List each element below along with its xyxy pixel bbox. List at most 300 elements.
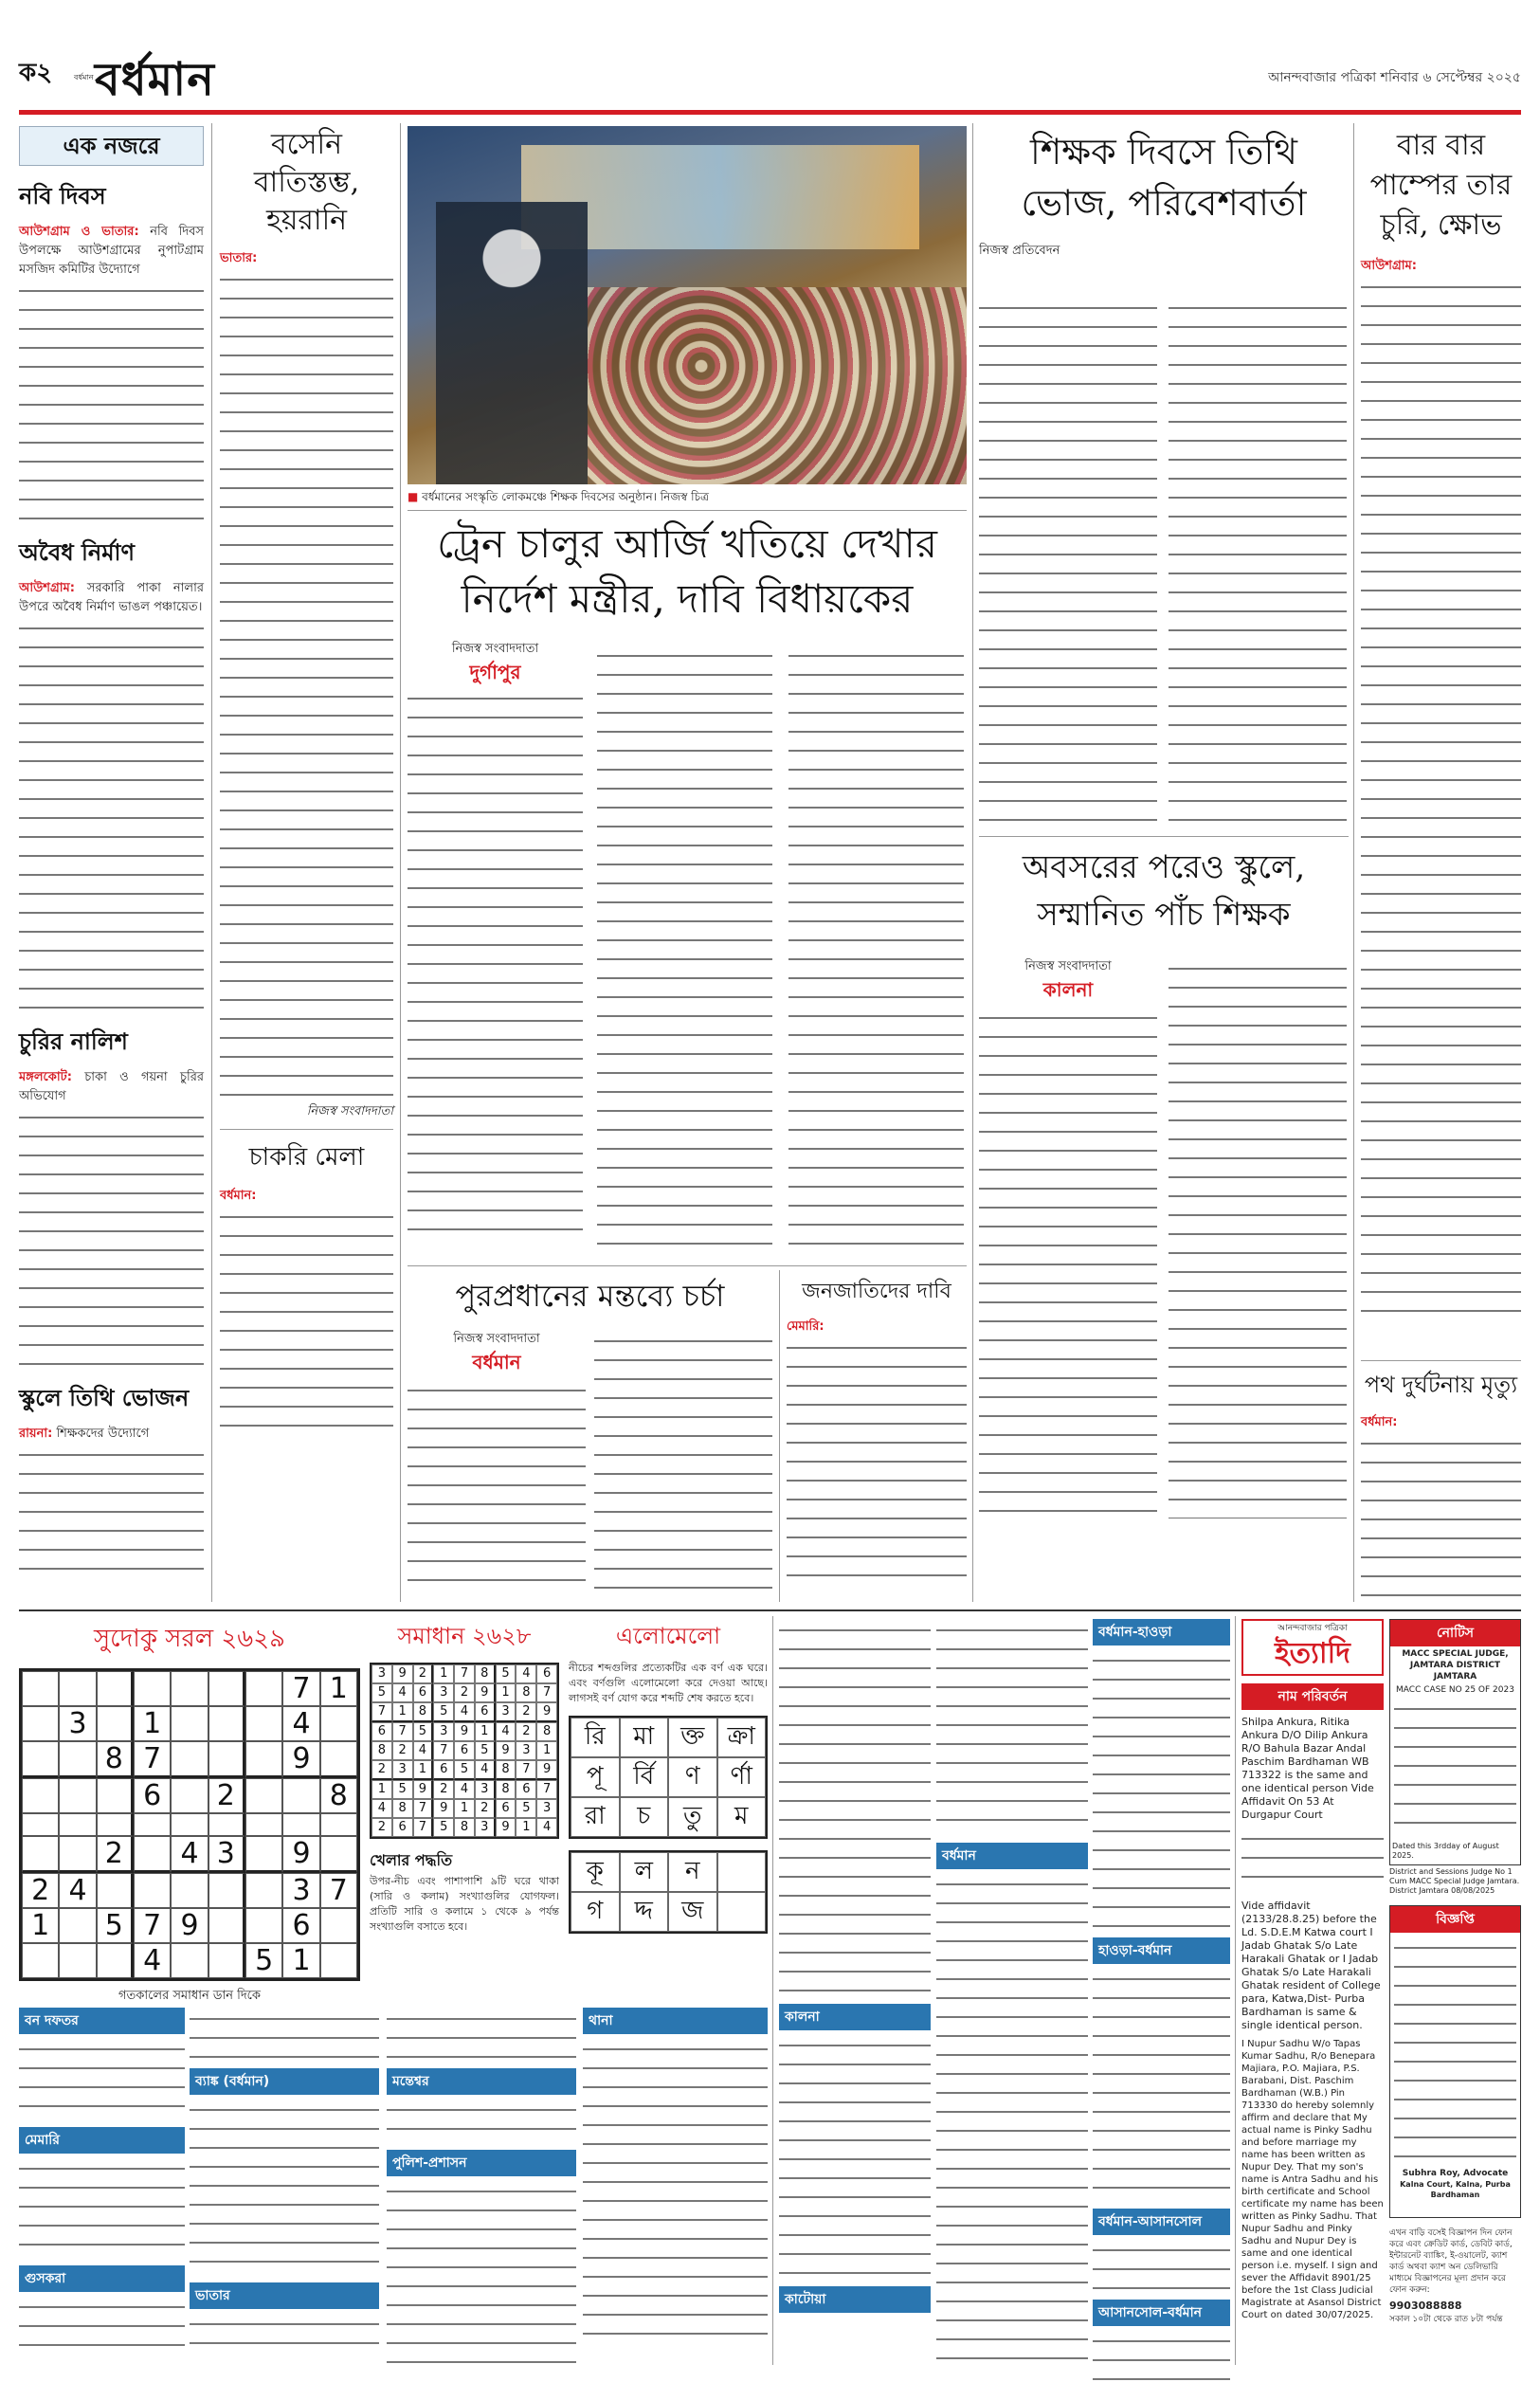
dir-a-lines-3 [19, 2157, 185, 2262]
solution-cell: 5 [516, 1799, 536, 1818]
dir-a-lines-1 [19, 2038, 185, 2123]
sudoku-cell [245, 1741, 282, 1778]
solution-cell: 9 [496, 1818, 516, 1837]
sudoku-cell [59, 1943, 96, 1978]
tribal-headline: জনজাতিদের দাবি [802, 1280, 951, 1303]
dir-b-lines-5 [190, 2313, 379, 2351]
dir-b-lines-2 [190, 2099, 379, 2279]
sudoku-cell: 3 [208, 1836, 245, 1873]
solution-cell: 3 [475, 1818, 496, 1837]
photo-caption [408, 487, 967, 506]
brief-lede-1: নবি দিবস উপলক্ষে আউশগ্রামের নুপাটগ্রাম মসজিদ কমিটির উদ্যোগে [19, 225, 204, 277]
notice-title: নোটিস [1390, 1620, 1520, 1646]
vigyapti-sign: Subhra Roy, Advocate [1402, 2169, 1509, 2178]
transport-1-head: কালনা [779, 2004, 931, 2030]
solution-cell: 5 [433, 1702, 454, 1722]
word-cell: র্বি [620, 1757, 669, 1797]
brief-title-2: অবৈধ নির্মাণ [19, 538, 136, 566]
word-cell: চ [620, 1797, 669, 1837]
solution-cell: 3 [496, 1702, 516, 1722]
sudoku-cell [208, 1706, 245, 1741]
word-cell: র্ণা [717, 1757, 767, 1797]
sudoku-cell: 4 [59, 1873, 96, 1908]
dir-b-lines-0 [190, 2008, 379, 2064]
sudoku-cell: 4 [171, 1836, 208, 1873]
brief-title-4: স্কুলে তিথি ভোজন [19, 1384, 190, 1411]
word-cell: ন [668, 1852, 717, 1892]
solution-cell: 3 [536, 1799, 557, 1818]
notice-lines [1394, 1698, 1516, 1840]
sudoku-cell: 2 [97, 1836, 134, 1873]
transport-3-head-4: আসানসোল-বর্ধমান [1093, 2300, 1230, 2326]
solution-cell: 9 [536, 1702, 557, 1722]
sudoku-cell [22, 1836, 59, 1873]
dir-c-lines-0 [387, 2008, 576, 2064]
sudoku-title: সুদোকু সরল ২৬২৯ [94, 1625, 285, 1653]
solution-cell: 8 [516, 1683, 536, 1702]
directory-d [583, 2008, 768, 2368]
sudoku-cell [22, 1778, 59, 1813]
sudoku-cell [59, 1778, 96, 1813]
solution-cell: 9 [454, 1722, 475, 1741]
train-headline: ট্রেন চালুর আর্জি খতিয়ে দেখার নির্দেশ মন্ত্রীর, দাবি বিধায়কের [437, 520, 937, 622]
transport-1-lines-b [779, 2034, 931, 2281]
sudoku-cell [208, 1741, 245, 1778]
solution-cell: 4 [475, 1760, 496, 1780]
sudoku-cell: 3 [282, 1873, 319, 1908]
sudoku-cell [245, 1836, 282, 1873]
sudoku-cell: 9 [282, 1741, 319, 1778]
sudoku-cell [22, 1671, 59, 1706]
sudoku-cell [171, 1873, 208, 1908]
solution-cell: 1 [413, 1760, 434, 1780]
brief-lines-1 [19, 280, 204, 526]
solution-cell: 4 [413, 1741, 434, 1760]
dir-d-lines-1 [583, 2038, 768, 2351]
notice-box [1389, 1619, 1521, 1865]
accident-lede [1361, 1413, 1521, 1432]
transport-1 [779, 1619, 931, 2368]
brief-lines-2 [19, 617, 204, 1015]
solution-cell: 3 [433, 1722, 454, 1741]
directory-c [387, 2008, 576, 2368]
solution-cell: 6 [475, 1702, 496, 1722]
sudoku-cell [22, 1741, 59, 1778]
solution-cell: 4 [496, 1722, 516, 1741]
pump-lede [1361, 257, 1521, 276]
retired-byline: নিজস্ব সংবাদদাতা [1024, 959, 1112, 973]
word-cell [717, 1892, 767, 1932]
brief-dateline-2: আউশগ্রাম: [19, 581, 75, 595]
solution-cell: 7 [413, 1799, 434, 1818]
solution-cell: 8 [454, 1818, 475, 1837]
transport-1-head-b: কাটোয়া [779, 2286, 931, 2313]
brief-lines-3 [19, 1106, 204, 1372]
pump-lines [1361, 276, 1521, 1318]
notice-date: Dated this 3rdday of August 2025. [1392, 1842, 1499, 1860]
rule-retired [979, 836, 1349, 837]
solution-cell: 6 [433, 1760, 454, 1780]
job-fair-headline: চাকরি মেলা [248, 1143, 365, 1172]
sudoku-cell [245, 1671, 282, 1706]
col-rule-4 [1353, 123, 1354, 1602]
transport-2-head: বর্ধমান [936, 1843, 1088, 1869]
solution-grid [370, 1663, 559, 1839]
solution-cell: 7 [536, 1780, 557, 1799]
col-rule-5 [779, 1270, 780, 1602]
brief-body-4 [19, 1425, 204, 1444]
sudoku-grid [19, 1668, 360, 1981]
train-byline-block [408, 640, 583, 690]
solution-cell: 7 [371, 1702, 392, 1722]
sudoku-cell [245, 1873, 282, 1908]
pump-headline: বার বার পাম্পের তার চুরি, ক্ষোভ [1369, 129, 1513, 242]
teacher-day-col-2 [1169, 297, 1347, 827]
sudoku-cell: 8 [320, 1778, 357, 1813]
sudoku-cell [97, 1778, 134, 1813]
pump-theft-story [1361, 126, 1521, 1349]
photo-speaker [436, 202, 588, 484]
word-cell: ক্রা [717, 1718, 767, 1757]
teacher-day-story [979, 126, 1349, 832]
word-cell: পূ [571, 1757, 620, 1797]
solution-cell: 6 [371, 1722, 392, 1741]
solution-cell: 9 [496, 1741, 516, 1760]
tribal-story [787, 1275, 967, 1602]
retired-col-1 [979, 1007, 1157, 1518]
sudoku-cell [171, 1741, 208, 1778]
municipal-byline-block [408, 1330, 586, 1380]
sudoku-cell [245, 1706, 282, 1741]
transport-1-lines-a [779, 1619, 931, 1998]
col-rule-1 [211, 123, 212, 1602]
solution-cell: 8 [496, 1780, 516, 1799]
transport-3-lines-2 [1093, 1968, 1230, 2205]
dir-a-head-4: গুসকরা [19, 2265, 185, 2292]
solution-title: সমাধান ২৬২৮ [397, 1623, 532, 1649]
train-story [408, 517, 967, 1256]
sudoku-cell [320, 1813, 357, 1836]
sudoku-cell: 7 [134, 1741, 171, 1778]
solution-cell: 2 [392, 1741, 413, 1760]
word-cell: জ [668, 1892, 717, 1932]
word-cell: গ [571, 1892, 620, 1932]
transport-3-lines-4 [1093, 2330, 1230, 2382]
municipal-byline: নিজস্ব সংবাদদাতা [453, 1332, 540, 1346]
solution-cell: 9 [433, 1799, 454, 1818]
how-to-title: খেলার পদ্ধতি [370, 1851, 453, 1869]
solution-cell: 2 [371, 1818, 392, 1837]
brief-title-1: নবি দিবস [19, 182, 106, 209]
solution-cell: 7 [516, 1760, 536, 1780]
sudoku-cell [320, 1836, 357, 1873]
name-change-head: নাম পরিবর্তন [1241, 1683, 1384, 1710]
word-grid-2 [569, 1850, 768, 1934]
sudoku-cell [208, 1873, 245, 1908]
dir-c-head-3: পুলিশ-প্রশাসন [387, 2150, 576, 2176]
tribal-dateline: মেমারি: [787, 1319, 824, 1334]
solution-cell: 4 [454, 1780, 475, 1799]
page-number: ক২ [19, 59, 53, 87]
job-fair-lines [220, 1206, 393, 1428]
notice-heading: MACC SPECIAL JUDGE, JAMTARA DISTRICT JAMTARA [1402, 1649, 1509, 1682]
dir-a-lines-4 [19, 2296, 185, 2353]
word-cell: কূ [571, 1852, 620, 1892]
how-to-text: উপর-নীচ এবং পাশাপাশি ৯টি ঘরে থাকা (সারি ও কলাম) সংখ্যাগুলির যোগফল। প্রতিটি সারি ও কলামে ১ থেকে ৯ পর্যন্ত সংখ্যাগুলি বসাতে হবে। [370, 1875, 559, 1933]
solution-cell: 6 [413, 1683, 434, 1702]
solution-cell: 9 [475, 1683, 496, 1702]
solution-cell: 9 [392, 1664, 413, 1683]
accident-lines [1361, 1432, 1521, 1598]
solution-cell: 4 [516, 1664, 536, 1683]
dir-a-head-1: বন দফতর [19, 2008, 185, 2034]
itydi-brand-box [1241, 1619, 1384, 1676]
rule-bottom-section [19, 1609, 1521, 1611]
directory-a [19, 2008, 185, 2368]
dir-b-head-2: ব্যাঙ্ক (বর্ধমান) [190, 2068, 379, 2095]
lamp-post-story [220, 126, 393, 1600]
accident-dateline: বর্ধমান: [1361, 1415, 1398, 1429]
notice-court-line [1389, 1867, 1521, 1896]
directory-b [190, 2008, 379, 2368]
caption-marker: ■ [408, 490, 423, 503]
solution-cell: 4 [536, 1818, 557, 1837]
transport-3-head-1: বর্ধমান-হাওড়া [1093, 1619, 1230, 1646]
sudoku-cell [171, 1813, 208, 1836]
sudoku-cell: 8 [97, 1741, 134, 1778]
dir-c-lines-3 [387, 2180, 576, 2379]
sudoku-cell [134, 1836, 171, 1873]
solution-cell: 6 [392, 1818, 413, 1837]
lamp-post-byline: নিজস্ব সংবাদদাতা [306, 1104, 393, 1118]
solution-cell: 7 [433, 1741, 454, 1760]
sudoku-cell: 7 [320, 1873, 357, 1908]
retired-headline: অবসরের পরেও স্কুলে, সম্মানিত পাঁচ শিক্ষক [1022, 848, 1306, 934]
teacher-day-headline: শিক্ষক দিবসে তিথি ভোজ, পরিবেশবার্তা [1021, 131, 1307, 224]
sudoku-cell [282, 1813, 319, 1836]
sudoku-cell [134, 1671, 171, 1706]
solution-cell: 4 [392, 1683, 413, 1702]
sudoku-cell: 4 [282, 1706, 319, 1741]
solution-cell: 3 [475, 1780, 496, 1799]
transport-2-lines-a [936, 1619, 1088, 1837]
transport-2 [936, 1619, 1088, 2368]
vigyapti-court: Kalna Court, Kalna, Purba Bardhaman [1400, 2180, 1511, 2199]
sudoku-cell [97, 1813, 134, 1836]
sudoku-cell [22, 1943, 59, 1978]
sudoku-cell: 1 [320, 1671, 357, 1706]
solution-cell: 2 [516, 1702, 536, 1722]
solution-cell: 6 [496, 1799, 516, 1818]
brief-lede-3: চাকা ও গয়না চুরির অভিযোগ [19, 1070, 204, 1103]
train-place: দুর্গাপুর [469, 661, 521, 683]
sudoku-cell: 7 [282, 1671, 319, 1706]
word-puzzle-block [569, 1619, 768, 1998]
word-cell: ল [620, 1852, 669, 1892]
solution-cell: 5 [496, 1664, 516, 1683]
solution-cell: 5 [413, 1722, 434, 1741]
train-col-1 [408, 687, 583, 1246]
teachers-day-photo [408, 126, 967, 484]
train-col-3 [788, 645, 964, 1246]
notice-court: District and Sessions Judge No 1 Cum MACC Special Judge Jamtara. District Jamtara 08/08/2025 [1389, 1867, 1520, 1895]
sudoku-cell [208, 1943, 245, 1978]
solution-cell: 8 [475, 1664, 496, 1683]
solution-cell: 8 [392, 1799, 413, 1818]
sudoku-cell: 3 [59, 1706, 96, 1741]
sudoku-cell: 5 [97, 1908, 134, 1943]
sudoku-cell [97, 1706, 134, 1741]
word-cell: ক্ত [668, 1718, 717, 1757]
solution-cell: 1 [475, 1722, 496, 1741]
sudoku-cell [22, 1706, 59, 1741]
sudoku-cell [171, 1706, 208, 1741]
retired-place: কালনা [1042, 978, 1094, 1001]
sudoku-cell [134, 1813, 171, 1836]
brief-body-2 [19, 579, 204, 617]
sudoku-cell [208, 1813, 245, 1836]
sudoku-cell [59, 1908, 96, 1943]
word-cell: দ্দ [620, 1892, 669, 1932]
sudoku-cell [320, 1943, 357, 1978]
ad-1: Shilpa Ankura, Ritika Ankura D/O Dilip Ankura R/O Bahula Bazar Andal Paschim Bardhaman WB 713322 is the same and one identical person Vide Affidavit On 53 At Durgapur Court [1241, 1716, 1374, 1821]
sudoku-cell [245, 1908, 282, 1943]
dir-c-head-2: মন্তেশ্বর [387, 2068, 576, 2095]
col-rule-3 [972, 123, 973, 1602]
solution-cell: 2 [475, 1799, 496, 1818]
brief-dateline-3: মঙ্গলকোট: [19, 1070, 72, 1084]
word-cell: রি [571, 1718, 620, 1757]
solution-cell: 1 [371, 1780, 392, 1799]
sudoku-cell [320, 1741, 357, 1778]
col-rule-bottom-2 [1235, 1616, 1236, 2365]
solution-cell: 3 [516, 1741, 536, 1760]
accident-headline: পথ দুর্ঘটনায় মৃত্যু [1364, 1372, 1518, 1398]
teacher-day-col-1 [979, 297, 1157, 827]
sudoku-cell [97, 1873, 134, 1908]
sudoku-cell [59, 1671, 96, 1706]
booking-box [1389, 2227, 1521, 2368]
booking-phone: 9903088888 [1389, 2300, 1462, 2312]
sudoku-cell [59, 1813, 96, 1836]
solution-cell: 3 [433, 1683, 454, 1702]
dir-d-head-1: থানা [583, 2008, 768, 2034]
brief-lede-2: সরকারি পাকা নালার উপরে অবৈধ নির্মাণ ভাঙল পঞ্চায়েত। [19, 581, 204, 614]
sudoku-cell [171, 1943, 208, 1978]
brief-dateline-4: রায়না: [19, 1427, 53, 1441]
photo-audience [588, 287, 967, 484]
itydi-sub: আনন্দবাজার পত্রিকা [1277, 1624, 1348, 1633]
sudoku-cell: 6 [134, 1778, 171, 1813]
rule-under-photo [408, 510, 967, 511]
solution-cell: 5 [475, 1741, 496, 1760]
sudoku-cell: 1 [22, 1908, 59, 1943]
sudoku-cell: 5 [245, 1943, 282, 1978]
sudoku-cell [171, 1671, 208, 1706]
sudoku-cell: 1 [282, 1943, 319, 1978]
municipal-col-2 [594, 1330, 772, 1597]
sudoku-cell [59, 1741, 96, 1778]
page-label-small: বর্ধমান [74, 73, 94, 82]
transport-3 [1093, 1619, 1230, 2368]
solution-cell: 5 [454, 1760, 475, 1780]
retired-teachers-story [979, 844, 1349, 1526]
solution-cell: 9 [536, 1760, 557, 1780]
in-brief-title: এক নজরে [19, 126, 204, 166]
solution-cell: 9 [413, 1780, 434, 1799]
sudoku-cell [59, 1836, 96, 1873]
retired-col-2 [1169, 957, 1347, 1518]
classifieds-left [1241, 1619, 1384, 2368]
sudoku-cell [245, 1813, 282, 1836]
booking-text: এখন বাড়ি বসেই বিজ্ঞাপন দিন ফোন করে এবং ক্রেডিট কার্ড, ডেবিট কার্ড, ইন্টারনেট ব্যাঙ্কিং, ই-ওয়ালেট, ক্যাশ কার্ড অথবা ক্যাশ অন ডেলিভারি মাধ্যমে বিজ্ঞাপনের মূল্য প্রদান করে ফোন করুন: [1389, 2228, 1513, 2295]
brief-title-3: চুরির নালিশ [19, 1027, 128, 1055]
notice-case: MACC CASE NO 25 OF 2023 [1396, 1685, 1514, 1695]
sudoku-block [19, 1619, 360, 2003]
solution-cell: 2 [454, 1683, 475, 1702]
solution-cell: 7 [454, 1664, 475, 1683]
solution-cell: 1 [496, 1683, 516, 1702]
col-rule-2 [400, 123, 401, 1602]
word-cell: ম [717, 1797, 767, 1837]
lamp-post-headline: বসেনি বাতিস্তম্ভ, হয়রানি [253, 128, 360, 237]
word-cell: ণ [668, 1757, 717, 1797]
solution-cell: 4 [371, 1799, 392, 1818]
booking-hours: সকাল ১০টা থেকে রাত ৮টা পর্যন্ত [1389, 2315, 1503, 2324]
solution-cell: 1 [433, 1664, 454, 1683]
sudoku-cell: 9 [282, 1836, 319, 1873]
solution-cell: 6 [454, 1741, 475, 1760]
municipal-headline: পুরপ্রধানের মন্তব্যে চর্চা [455, 1278, 725, 1314]
masthead-rule [19, 110, 1521, 115]
brief-lede-4: শিক্ষকদের উদ্যোগে [56, 1427, 150, 1441]
retired-byline-block [979, 957, 1157, 1008]
solution-block [370, 1619, 559, 1998]
solution-cell: 8 [371, 1741, 392, 1760]
col-rule-bottom-1 [772, 1616, 773, 2365]
dir-a-head-3: মেমারি [19, 2127, 185, 2154]
solution-cell: 1 [392, 1702, 413, 1722]
word-grid [569, 1716, 768, 1839]
dir-b-head-5: ভাতার [190, 2282, 379, 2309]
solution-cell: 7 [392, 1722, 413, 1741]
word-rules: নীচের শব্দগুলির প্রত্যেকটির এক বর্ণ এক ঘরে। এবং বর্ণগুলি এলোমেলো করে দেওয়া আছে। লাগসই বর্ণ যোগ করে শব্দটি শেষ করতে হবে। [569, 1662, 768, 1704]
sudoku-cell [320, 1908, 357, 1943]
solution-cell: 2 [371, 1760, 392, 1780]
ad-2: Vide affidavit (2133/28.8.25) before the Ld. S.D.E.M Katwa court I Jadab Ghatak S/o Late Harakali Ghatak or I Jadab Ghatak S/o Late Harakali Ghatak resident of College para, Katwa,Dist- Purba Bardhaman is same & single identical person. [1241, 1900, 1381, 2031]
vigyapti-box [1389, 1905, 1521, 2218]
transport-3-lines-1 [1093, 1649, 1230, 1934]
brief-lines-4 [19, 1444, 204, 1586]
sudoku-cell [208, 1671, 245, 1706]
municipal-story [408, 1275, 772, 1602]
sudoku-cell: 4 [134, 1943, 171, 1978]
lamp-post-dateline: ভাতার: [220, 251, 258, 265]
sudoku-cell: 2 [22, 1873, 59, 1908]
sudoku-cell [320, 1706, 357, 1741]
sudoku-cell [208, 1908, 245, 1943]
solution-cell: 2 [433, 1780, 454, 1799]
lamp-post-lede [220, 249, 393, 268]
solution-cell: 3 [371, 1664, 392, 1683]
ad-bengali-lines [1241, 1827, 1384, 1894]
sudoku-cell [245, 1778, 282, 1813]
word-title: এলোমেলো [615, 1623, 721, 1649]
vigyapti-lines [1394, 1937, 1516, 2164]
photo-caption-text: বর্ধমানের সংস্কৃতি লোকমঞ্চে শিক্ষক দিবসের অনুষ্ঠান। নিজস্ব চিত্র [422, 490, 709, 503]
job-fair-dateline: বর্ধমান: [220, 1189, 257, 1203]
solution-cell: 2 [413, 1664, 434, 1683]
